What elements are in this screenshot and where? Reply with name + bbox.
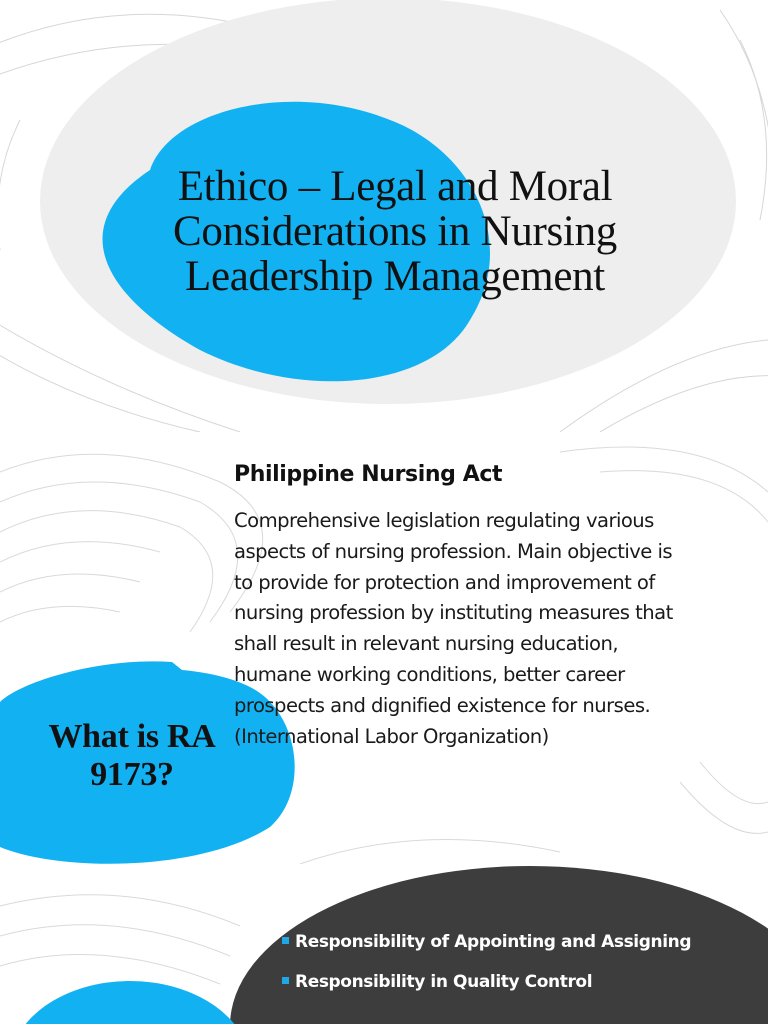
paragraph-line: shall result in relevant nursing education, — [234, 632, 619, 656]
definition-paragraph — [234, 506, 742, 752]
paragraph-line: to provide for protection and improvement of — [234, 570, 655, 594]
blue-circle — [10, 981, 250, 1024]
slide-ra-9173 — [0, 432, 768, 864]
paragraph-line: Comprehensive legislation regulating various — [234, 509, 654, 532]
paragraph-line: prospects and dignified existence for nurses. — [234, 693, 651, 717]
paragraph-line: aspects of nursing profession. Main objective is — [234, 539, 673, 563]
square-bullet-icon — [282, 977, 289, 984]
paragraph-line: nursing profession by instituting measures that — [234, 601, 673, 625]
section-heading: Philippine Nursing Act — [234, 462, 503, 487]
responsibilities-list — [282, 928, 691, 1008]
paragraph-line: humane working conditions, better career — [234, 662, 625, 686]
list-item — [282, 968, 691, 1008]
slide-title — [0, 0, 768, 432]
slide-title-heading: Ethico – Legal and Moral Considerations in Nursing Leadership Management — [173, 163, 617, 300]
list-item — [282, 928, 691, 968]
square-bullet-icon — [282, 937, 289, 944]
paragraph-line-source: (International Labor Organization) — [234, 724, 549, 748]
slide-responsibilities — [0, 866, 768, 1024]
list-item-label: Responsibility in Quality Control — [295, 972, 593, 992]
bubble-question: What is RA 9173? — [48, 718, 216, 793]
list-item-label: Responsibility of Appointing and Assigning — [295, 932, 692, 952]
